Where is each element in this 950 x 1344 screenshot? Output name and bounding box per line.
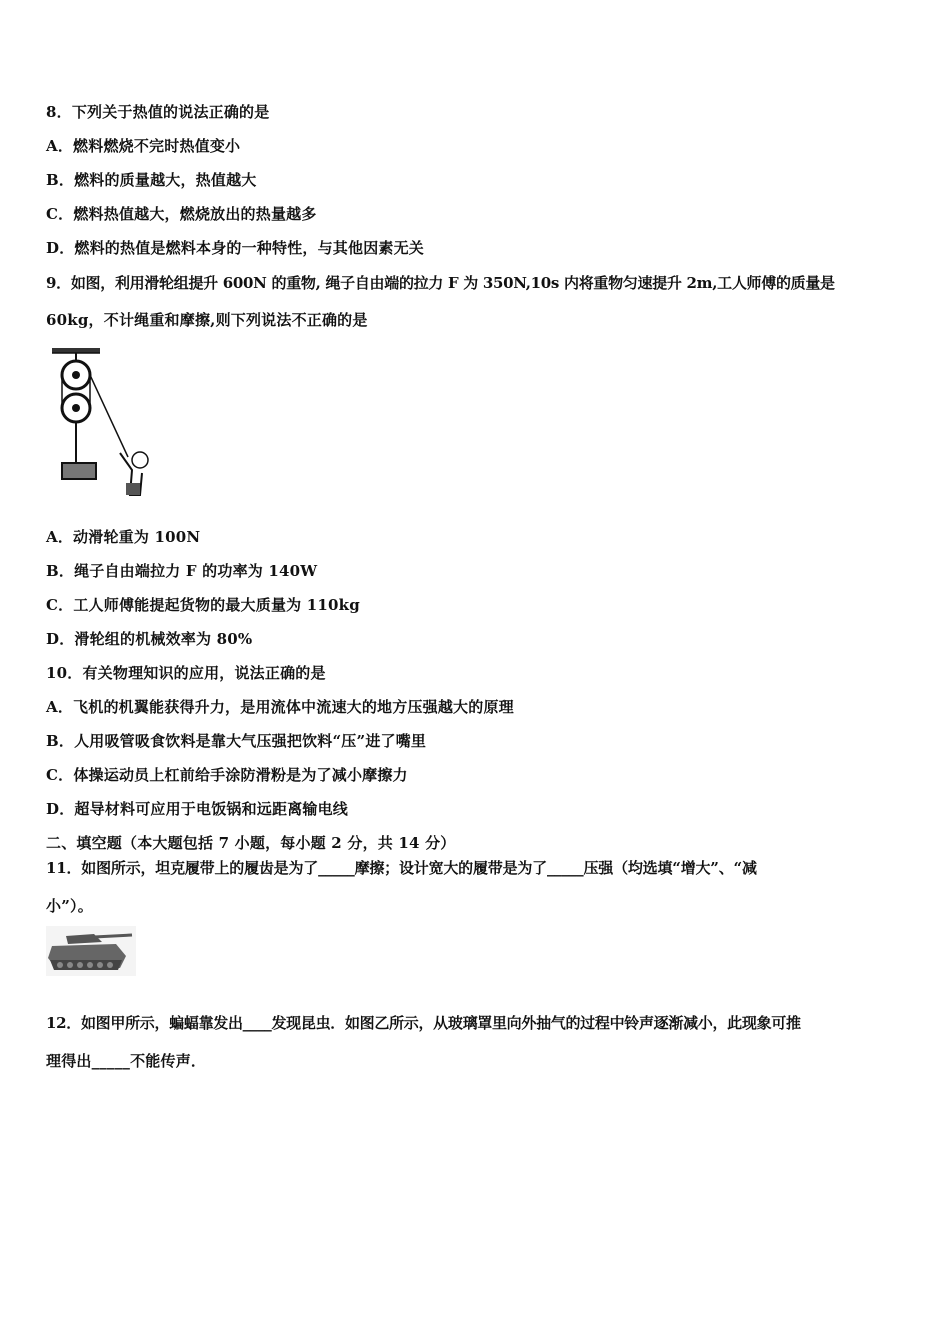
q9-option-c: C．工人师傅能提起货物的最大质量为 110kg bbox=[46, 596, 360, 614]
q12-line2: 理得出_____不能传声． bbox=[46, 1052, 207, 1070]
tank-figure bbox=[46, 926, 136, 976]
q8-option-b: B．燃料的质量越大，热值越大 bbox=[46, 171, 257, 189]
q11-line2: 小”）。 bbox=[46, 897, 93, 915]
q10-option-b: B．人用吸管吸食饮料是靠大气压强把饮料“压”进了嘴里 bbox=[46, 732, 427, 750]
q11-line1: 11．如图所示，坦克履带上的履齿是为了_____摩擦；设计宽大的履带是为了_____压强（均选填“增大”、“减 bbox=[46, 859, 757, 877]
q8-option-c: C．燃料热值越大，燃烧放出的热量越多 bbox=[46, 205, 317, 223]
q12-line1: 12．如图甲所示，蝙蝠靠发出____发现昆虫．如图乙所示，从玻璃罩里向外抽气的过程中铃声逐渐减小，此现象可推 bbox=[46, 1014, 801, 1032]
q9-option-d: D．滑轮组的机械效率为 80% bbox=[46, 630, 253, 648]
q10-option-d: D．超导材料可应用于电饭锅和远距离输电线 bbox=[46, 800, 349, 818]
q9-stem-line1: 9．如图，利用滑轮组提升 600N 的重物, 绳子自由端的拉力 F 为 350N,10s 内将重物匀速提升 2m,工人师傅的质量是 bbox=[46, 274, 835, 292]
q8-stem: 8．下列关于热值的说法正确的是 bbox=[46, 103, 270, 121]
section2-heading: 二、填空题（本大题包括 7 小题，每小题 2 分，共 14 分） bbox=[46, 834, 456, 852]
q8-option-a: A．燃料燃烧不完时热值变小 bbox=[46, 137, 241, 155]
q9-option-b: B．绳子自由端拉力 F 的功率为 140W bbox=[46, 562, 318, 580]
q9-option-a: A．动滑轮重为 100N bbox=[46, 528, 201, 546]
pulley-system-figure bbox=[50, 345, 160, 500]
q9-stem-line2: 60kg，不计绳重和摩擦,则下列说法不正确的是 bbox=[46, 311, 368, 329]
q8-option-d: D．燃料的热值是燃料本身的一种特性，与其他因素无关 bbox=[46, 239, 425, 257]
q10-option-c: C．体操运动员上杠前给手涂防滑粉是为了减小摩擦力 bbox=[46, 766, 408, 784]
q10-option-a: A．飞机的机翼能获得升力，是用流体中流速大的地方压强越大的原理 bbox=[46, 698, 514, 716]
q10-stem: 10．有关物理知识的应用，说法正确的是 bbox=[46, 664, 326, 682]
